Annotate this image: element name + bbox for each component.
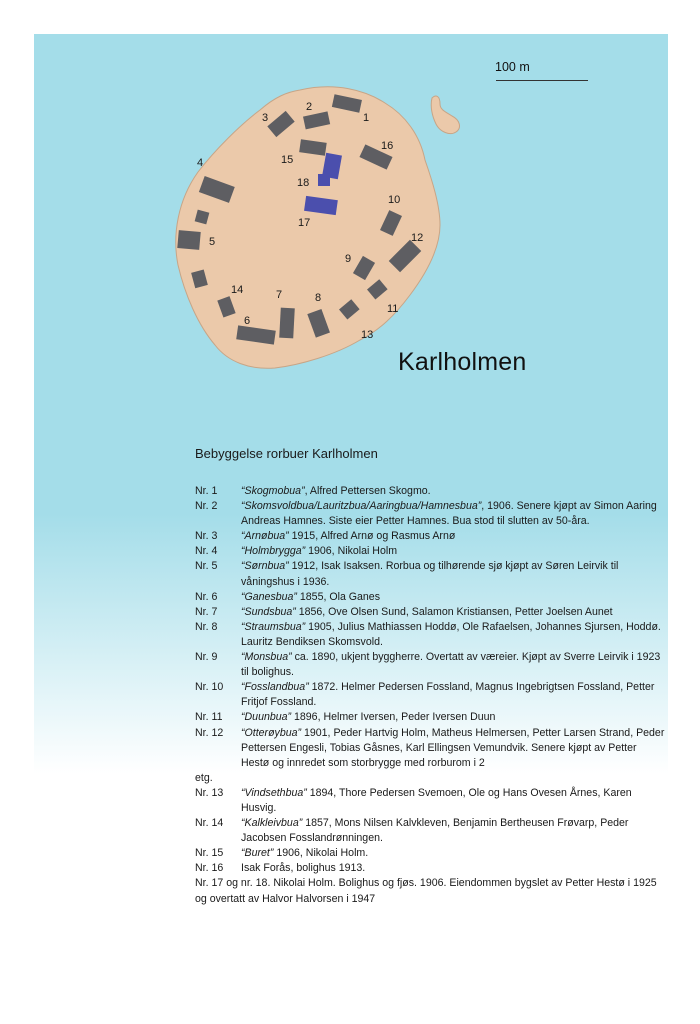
entry-number: Nr. 11 [195, 711, 223, 724]
entry-name: “Buret” [241, 847, 274, 860]
label-15: 15 [281, 154, 294, 166]
entry-name: “Holmbrygga” [241, 545, 306, 558]
entry-name: “Sørnbua” [241, 560, 289, 573]
entry-name: “Ganesbua” [241, 590, 297, 603]
entry-text: 1894, Thore Pedersen Svemoen, Ole og Hans Ovesen Årnes, Karen Husvig. [241, 786, 632, 814]
list-entry-9 [195, 650, 665, 680]
list-entry-3 [195, 529, 665, 544]
list-entry-1 [195, 484, 665, 499]
list-entry-2 [195, 499, 665, 529]
label-5: 5 [209, 236, 216, 248]
list-entry-15 [195, 846, 665, 861]
entry-number: Nr. 10 [195, 681, 224, 694]
list-entry-12 [195, 726, 665, 771]
list-title: Bebyggelse rorbuer Karlholmen [195, 446, 378, 461]
building-list [195, 484, 665, 907]
entry-name: “Fosslandbua” [241, 681, 309, 694]
entry-name: “Skomsvoldbua/Lauritzbua/Aaringbua/Hamnesbua” [241, 500, 482, 513]
entry-text: 1905, Julius Mathiassen Hoddø, Ole Rafaelsen, Johannes Sjursen, Hoddø. Lauritz Bendiksen Skomsvold. [241, 620, 661, 648]
label-1: 1 [363, 112, 370, 124]
entry-text: 1856, Ove Olsen Sund, Salamon Kristiansen, Petter Joelsen Aunet [295, 605, 613, 618]
label-10: 10 [388, 194, 401, 206]
list-entry-11 [195, 710, 665, 725]
list-entry-14 [195, 816, 665, 846]
list-entry-17-18 [195, 876, 665, 906]
label-2: 2 [306, 101, 313, 113]
entry-name: “Skogmobua” [241, 485, 305, 497]
entry-text: 1896, Helmer Iversen, Peder Iversen Duun [291, 711, 496, 724]
label-16: 16 [381, 140, 394, 152]
entry-number: Nr. 5 [195, 560, 218, 573]
building-7[interactable] [279, 308, 295, 339]
entry-name: “Duunbua” [241, 711, 292, 724]
list-entry-16 [195, 861, 665, 876]
entry-number: Nr. 14 [195, 817, 224, 830]
entry-number: Nr. 6 [195, 590, 218, 603]
entry-number: Nr. 12 [195, 726, 224, 739]
label-13: 13 [361, 329, 374, 341]
list-entry-10 [195, 680, 665, 710]
list-entry-13 [195, 786, 665, 816]
scale-bar [496, 80, 588, 81]
entry-number: Nr. 13 [195, 786, 224, 799]
list-entry-5 [195, 559, 665, 589]
entry-name: “Otterøybua” [241, 726, 302, 739]
entry-name: “Kalkleivbua” [241, 817, 303, 830]
list-entry-7 [195, 605, 665, 620]
entry-name: “Vindsethbua” [241, 786, 307, 799]
entry-number: Nr. 7 [195, 605, 218, 618]
entry-number: Nr. 4 [195, 545, 218, 558]
label-8: 8 [315, 292, 322, 304]
entry-name: “Sundsbua” [241, 605, 296, 618]
entry-text: ca. 1890, ukjent byggherre. Overtatt av væreier. Kjøpt av Sverre Leirvik i 1923 til bolighus. [241, 651, 661, 679]
islet [431, 96, 459, 134]
entry-number: Nr. 16 [195, 862, 224, 875]
entry-name: “Arnøbua” [241, 530, 289, 543]
entry-name: “Straumsbua” [241, 620, 306, 633]
label-12: 12 [411, 232, 424, 244]
label-17: 17 [298, 217, 311, 229]
label-3: 3 [262, 112, 269, 124]
label-18: 18 [297, 177, 310, 189]
label-6: 6 [244, 315, 251, 327]
entry-text: 1912, Isak Isaksen. Rorbua og tilhørende sjø kjøpt av Søren Leirvik til våningshus i 1936. [241, 560, 619, 588]
list-entry-4 [195, 544, 665, 559]
entry-name: “Monsbua” [241, 651, 292, 664]
label-14: 14 [231, 284, 244, 296]
entry-text: 1857, Mons Nilsen Kalvkleven, Benjamin Bertheusen Frøvarp, Peder Jacobsen Fosslandrønningen. [241, 817, 629, 845]
place-name: Karlholmen [398, 348, 527, 376]
entry-text: 1872. Helmer Pedersen Fossland, Magnus Ingebrigtsen Fossland, Petter Fritjof Fossland. [241, 681, 655, 709]
label-4: 4 [197, 157, 204, 169]
entry-text: 1906, Nikolai Holm. [273, 847, 369, 860]
list-entry-6 [195, 590, 665, 605]
entry-number: Nr. 1 [195, 485, 218, 497]
entry-text: 1855, Ola Ganes [296, 590, 380, 603]
entry-text: 1901, Peder Hartvig Holm, Matheus Helmersen, Petter Larsen Strand, Peder Pettersen Engesli, Tobias Gåsnes, Karl Ellingsen Vemundvik. Senere kjøpt av Petter Hestø og innredet som storbrygge med rorburom i 2 [241, 726, 665, 769]
entry-number: Nr. 15 [195, 847, 224, 860]
building-18b[interactable] [318, 174, 330, 186]
entry-text: Nr. 17 og nr. 18. Nikolai Holm. Bolighus og fjøs. 1906. Eiendommen bygslet av Petter Hestø i 1925 og overtatt av Halvor Halvorsen i 1947 [195, 877, 657, 905]
building-5[interactable] [177, 230, 200, 250]
island-map [0, 0, 700, 440]
list-entry-12-continued [195, 771, 665, 786]
entry-number: Nr. 2 [195, 500, 218, 513]
entry-number: Nr. 9 [195, 651, 218, 664]
entry-text: , Alfred Pettersen Skogmo. [304, 485, 431, 497]
entry-text: 1906, Nikolai Holm [305, 545, 398, 558]
entry-text: 1915, Alfred Arnø og Rasmus Arnø [288, 530, 456, 543]
entry-text: Isak Forås, bolighus 1913. [241, 862, 366, 875]
label-9: 9 [345, 253, 352, 265]
entry-text: , 1906. Senere kjøpt av Simon Aaring Andreas Hamnes. Siste eier Petter Hamnes. Bua stod til slutten av 50-åra. [241, 500, 657, 528]
scale-label: 100 m [495, 60, 530, 74]
label-7: 7 [276, 289, 283, 301]
entry-number: Nr. 3 [195, 530, 218, 543]
entry-text: etg. [195, 771, 213, 784]
entry-number: Nr. 8 [195, 620, 218, 633]
list-entry-8 [195, 620, 665, 650]
label-11: 11 [387, 303, 399, 315]
